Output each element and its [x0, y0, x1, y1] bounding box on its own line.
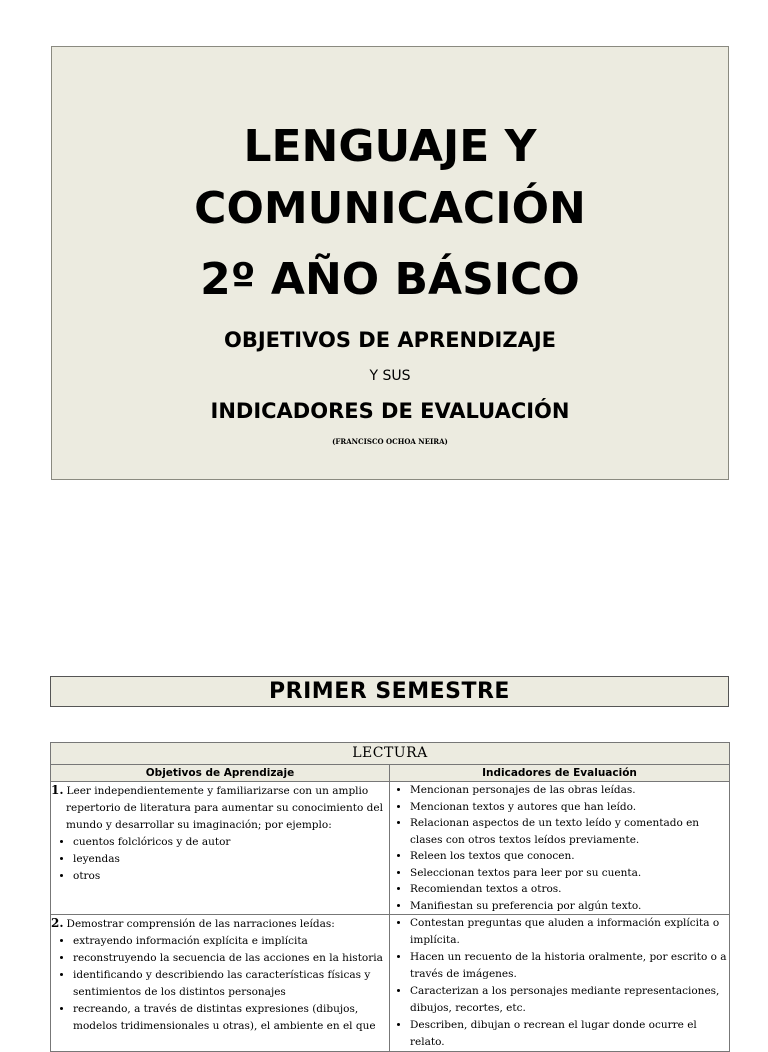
section-title: LECTURA	[51, 743, 730, 765]
objective-text-line: Demostrar comprensión de las narraciones leídas:	[66, 918, 335, 930]
list-item: • extrayendo información explícita e implícita	[73, 933, 389, 950]
cover-subtitle-objectives: OBJETIVOS DE APRENDIZAJE	[223, 328, 557, 352]
indicator-item: • Hacen un recuento de la historia oralmente, por escrito o a través de imágenes.	[410, 949, 729, 982]
indicator-item: • Manifiestan su preferencia por algún texto.	[410, 898, 729, 915]
list-item: • identificando y describiendo las características físicas y sentimientos de los distintos personajes	[73, 967, 389, 1001]
indicator-item: • Releen los textos que conocen.	[410, 848, 729, 865]
indicators-cell	[390, 915, 730, 1052]
indicator-item: • Caracterizan a los personajes mediante representaciones, dibujos, recortes, etc.	[410, 983, 729, 1016]
reading-table	[50, 742, 730, 1052]
indicator-item: • Relacionan aspectos de un texto leído y comentado en clases con otros textos leídos previamente.	[410, 815, 729, 848]
cover-connector: Y SUS	[369, 368, 411, 384]
list-item: • recreando, a través de distintas expresiones (dibujos, modelos tridimensionales u otras), el ambiente en el que	[73, 1001, 389, 1035]
cover-title-line-1: LENGUAJE Y	[243, 121, 537, 172]
cover-subtitle-indicators: INDICADORES DE EVALUACIÓN	[210, 399, 570, 423]
objective-text-line: mundo y desarrollar su imaginación; por ejemplo:	[66, 819, 332, 831]
indicator-item: • Seleccionan textos para leer por su cuenta.	[410, 865, 729, 882]
objective-number: 1.	[51, 783, 64, 797]
indicator-item: • Describen, dibujan o recrean el lugar donde ocurre el relato.	[410, 1017, 729, 1050]
cover-author: (FRANCISCO OCHOA NEIRA)	[332, 437, 448, 446]
objective-text-line: repertorio de literatura para aumentar su conocimiento del	[66, 802, 383, 814]
objective-text-line: Leer independientemente y familiarizarse con un amplio	[66, 785, 369, 797]
indicator-item: • Mencionan textos y autores que han leído.	[410, 799, 729, 816]
objective-number: 2.	[51, 916, 64, 930]
indicator-item: • Contestan preguntas que aluden a información explícita o implícita.	[410, 915, 729, 948]
table-row	[51, 782, 730, 915]
list-item: • otros	[73, 868, 389, 885]
list-item: • reconstruyendo la secuencia de las acciones en la historia	[73, 950, 389, 967]
cover-title-line-2: COMUNICACIÓN	[194, 183, 586, 234]
semester-heading: PRIMER SEMESTRE	[50, 676, 729, 707]
cover-box	[51, 46, 729, 480]
list-item: • leyendas	[73, 851, 389, 868]
indicators-cell	[390, 782, 730, 915]
indicator-item: • Recomiendan textos a otros.	[410, 881, 729, 898]
indicator-item: • Mencionan personajes de las obras leídas.	[410, 782, 729, 799]
objective-cell	[51, 782, 390, 915]
column-header-indicators: Indicadores de Evaluación	[390, 765, 730, 782]
table-row	[51, 915, 730, 1052]
list-item: • cuentos folclóricos y de autor	[73, 834, 389, 851]
column-header-objectives: Objetivos de Aprendizaje	[51, 765, 390, 782]
objective-cell	[51, 915, 390, 1052]
cover-title-line-3: 2º AÑO BÁSICO	[200, 254, 580, 305]
